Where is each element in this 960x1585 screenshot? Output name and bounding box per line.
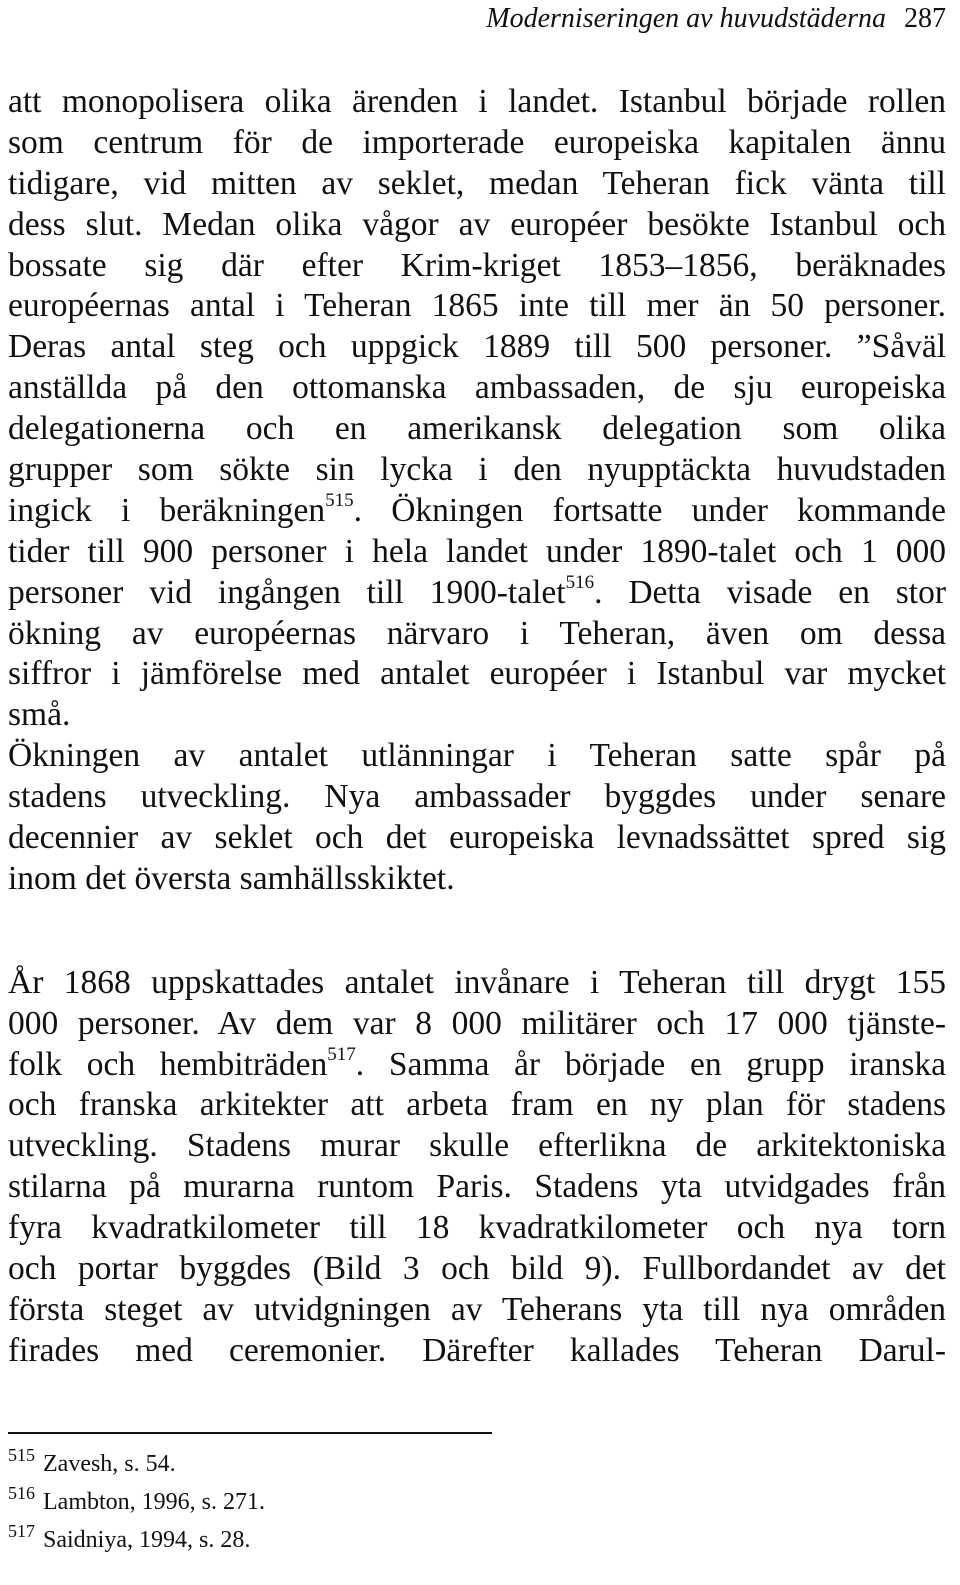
text-segment: . Detta visade en stor (594, 573, 947, 611)
text-line: firades med ceremonier. Därefter kallades Teheran Darul- (8, 1331, 946, 1369)
text-line: första steget av utvidgningen av Teherans yta till nya områden (8, 1290, 946, 1328)
running-header (486, 2, 946, 36)
text-segment: . Ökningen fortsatte under kommande (353, 491, 946, 529)
text-line: européernas antal i Teheran 1865 inte till mer än 50 personer. (8, 287, 946, 325)
footnote-number: 517 (8, 1521, 35, 1541)
text-line: bossate sig där efter Krim-kriget 1853–1856, beräknades (8, 246, 946, 284)
text-line: Ökningen av antalet utlänningar i Teheran satte spår på (8, 737, 946, 775)
text-line: små. (8, 696, 71, 734)
text-line (8, 491, 946, 532)
text-line: som centrum för de importerade europeiska kapitalen ännu (8, 123, 946, 161)
text-segment: personer vid ingången till 1900-talet (8, 573, 566, 611)
text-line: ökning av européernas närvaro i Teheran, även om dessa (8, 614, 946, 652)
text-line: decennier av seklet och det europeiska levnadssättet spred sig (8, 819, 946, 857)
text-segment: . Samma år började en grupp iranska (355, 1045, 946, 1083)
text-line: Deras antal steg och uppgick 1889 till 500 personer. ”Såväl (8, 328, 946, 366)
footnote-text: Zavesh, s. 54. (43, 1451, 176, 1477)
text-line: dess slut. Medan olika vågor av européer besökte Istanbul och (8, 205, 946, 243)
text-segment: folk och hembiträden (8, 1045, 328, 1083)
footnote-number: 516 (8, 1483, 35, 1503)
footnote-515 (8, 1445, 265, 1483)
text-line: och portar byggdes (Bild 3 och bild 9). Fullbordandet av det (8, 1250, 946, 1288)
paragraph-gap (8, 900, 946, 963)
footnote-text: Lambton, 1996, s. 271. (43, 1489, 265, 1515)
page-number: 287 (904, 3, 946, 34)
footnote-ref-516[interactable]: 516 (565, 571, 595, 593)
text-line (8, 1045, 946, 1086)
footnote-ref-517[interactable]: 517 (327, 1043, 356, 1065)
text-line: att monopolisera olika ärenden i landet. Istanbul började rollen (8, 83, 946, 120)
text-segment: ingick i beräkningen (8, 491, 326, 529)
footnotes (8, 1445, 265, 1559)
footnote-text: Saidniya, 1994, s. 28. (43, 1527, 251, 1553)
text-line: utveckling. Stadens murar skulle efterlikna de arkitektoniska (8, 1127, 946, 1165)
footnote-516 (8, 1483, 265, 1521)
footnote-number: 515 (8, 1445, 35, 1465)
running-header-title: Moderniseringen av huvudstäderna (486, 3, 886, 34)
text-line: inom det översta samhällsskiktet. (8, 859, 455, 897)
text-line: grupper som sökte sin lycka i den nyupptäckta huvudstaden (8, 451, 946, 489)
text-line: fyra kvadratkilometer till 18 kvadratkilometer och nya torn (8, 1209, 946, 1247)
footnote-ref-515[interactable]: 515 (325, 489, 354, 511)
body-text (8, 82, 946, 1372)
text-line (8, 573, 946, 614)
text-line: tidigare, vid mitten av seklet, medan Teheran fick vänta till (8, 164, 946, 202)
footnote-517 (8, 1521, 265, 1559)
text-line: delegationerna och en amerikansk delegation som olika (8, 410, 946, 448)
text-line: 000 personer. Av dem var 8 000 militärer och 17 000 tjänste- (8, 1004, 946, 1042)
text-line: stilarna på murarna runtom Paris. Stadens yta utvidgades från (8, 1168, 946, 1206)
text-line: och franska arkitekter att arbeta fram en ny plan för stadens (8, 1086, 946, 1124)
text-line: siffror i jämförelse med antalet européer i Istanbul var mycket (8, 655, 946, 693)
text-line: År 1868 uppskattades antalet invånare i Teheran till drygt 155 (8, 963, 946, 1001)
text-line: tider till 900 personer i hela landet under 1890-talet och 1 000 (8, 532, 946, 570)
text-line: stadens utveckling. Nya ambassader byggdes under senare (8, 778, 946, 816)
footnote-separator (8, 1432, 492, 1434)
text-line: anställda på den ottomanska ambassaden, de sju europeiska (8, 369, 946, 407)
